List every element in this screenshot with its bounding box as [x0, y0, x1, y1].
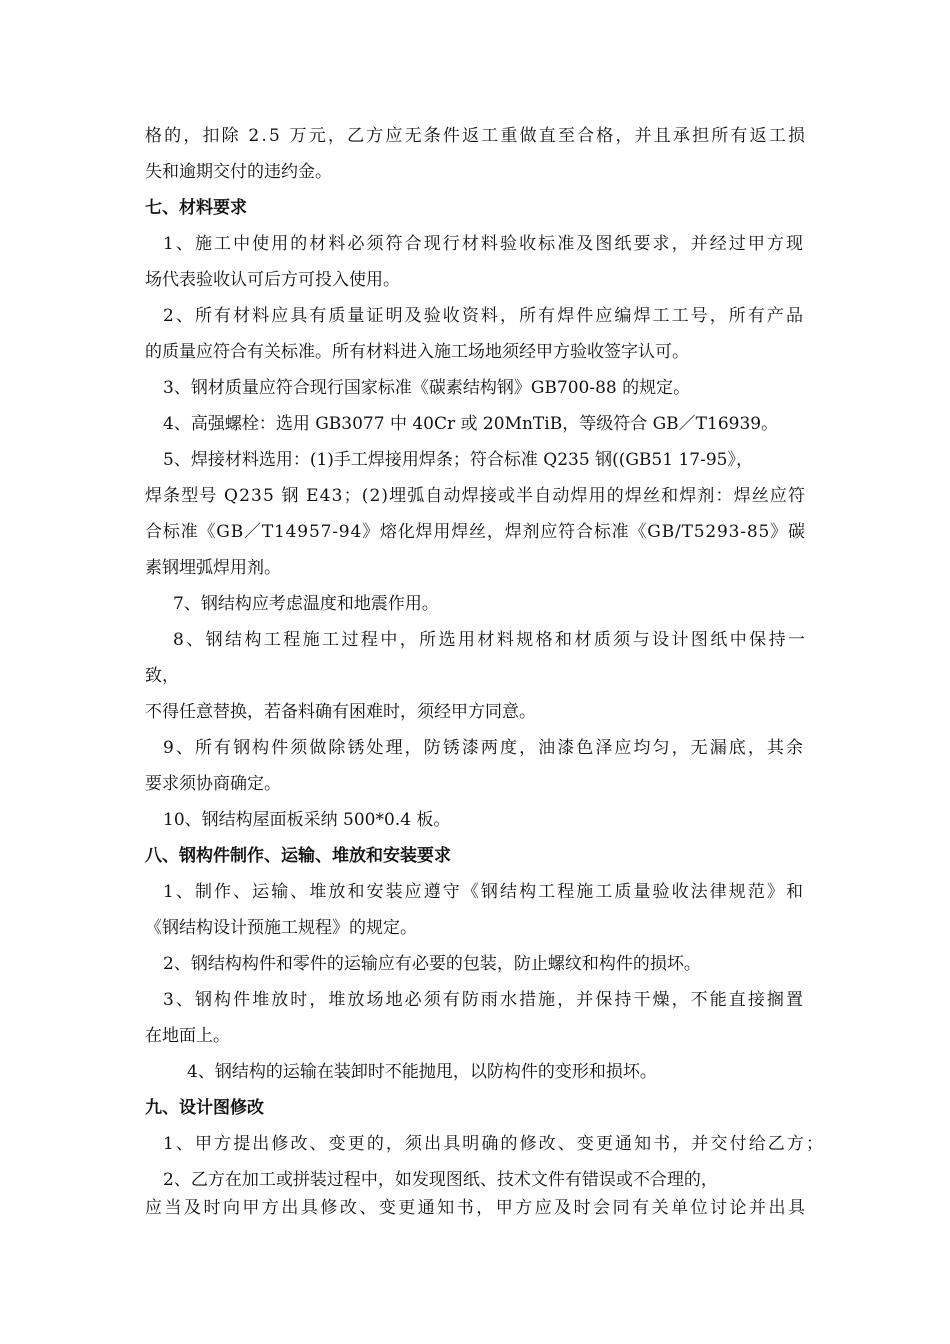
paragraph-line: 合标准《GB／T14957-94》熔化焊用焊丝，焊剂应符合标准《GB/T5293-85》碳: [145, 522, 806, 542]
paragraph-line: 在地面上。: [145, 1026, 230, 1046]
paragraph-line: 2、乙方在加工或拼装过程中，如发现图纸、技术文件有错误或不合理的，: [163, 1170, 718, 1190]
paragraph-line: 1、甲方提出修改、变更的，须出具明确的修改、变更通知书，并交付给乙方；: [163, 1134, 826, 1154]
paragraph-line: 2、钢结构构件和零件的运输应有必要的包装，防止螺纹和构件的损坏。: [163, 954, 701, 974]
paragraph-line: 失和逾期交付的违约金。: [145, 162, 332, 182]
paragraph-line: 7、钢结构应考虑温度和地震作用。: [173, 594, 439, 614]
paragraph-line: 素钢埋弧焊用剂。: [145, 558, 281, 578]
paragraph-line: 格的，扣除 2.5 万元，乙方应无条件返工重做直至合格，并且承担所有返工损: [145, 126, 808, 146]
paragraph-line: 3、钢构件堆放时，堆放场地必须有防雨水措施，并保持干燥，不能直接搁置: [163, 990, 806, 1010]
paragraph-line: 不得任意替换，若备料确有困难时，须经甲方同意。: [145, 702, 536, 722]
paragraph-line: 1、制作、运输、堆放和安装应遵守《钢结构工程施工质量验收法律规范》和: [163, 882, 806, 902]
paragraph-line: 场代表验收认可后方可投入使用。: [145, 270, 400, 290]
paragraph-line: 4、钢结构的运输在装卸时不能抛甩，以防构件的变形和损坏。: [187, 1062, 657, 1082]
paragraph-line: 《钢结构设计预施工规程》的规定。: [145, 918, 417, 938]
paragraph-line: 10、钢结构屋面板采纳 500*0.4 板。: [163, 810, 451, 830]
section-heading: 八、钢构件制作、运输、堆放和安装要求: [145, 846, 451, 866]
paragraph-line: 9、所有钢构件须做除锈处理，防锈漆两度，油漆色泽应均匀，无漏底，其余: [163, 738, 806, 758]
paragraph-line: 5、焊接材料选用：(1)手工焊接用焊条；符合标准 Q235 钢((GB51 17-95》，: [163, 450, 753, 470]
paragraph-line: 4、高强螺栓：选用 GB3077 中 40Cr 或 20MnTiB，等级符合 GB／T16939。: [163, 414, 779, 434]
paragraph-line: 要求须协商确定。: [145, 774, 281, 794]
paragraph-line: 致，: [145, 666, 179, 686]
section-heading: 九、设计图修改: [145, 1098, 264, 1118]
paragraph-line: 的质量应符合有关标准。所有材料进入施工场地须经甲方验收签字认可。: [145, 342, 689, 362]
paragraph-line: 3、钢材质量应符合现行国家标准《碳素结构钢》GB700-88 的规定。: [163, 378, 691, 398]
paragraph-line: 1、施工中使用的材料必须符合现行材料验收标准及图纸要求，并经过甲方现: [163, 234, 806, 254]
paragraph-line: 8、钢结构工程施工过程中，所选用材料规格和材质须与设计图纸中保持一: [173, 630, 808, 650]
paragraph-line: 2、所有材料应具有质量证明及验收资料，所有焊件应编焊工工号，所有产品: [163, 306, 806, 326]
paragraph-line: 应当及时向甲方出具修改、变更通知书，甲方应及时会同有关单位讨论并出具: [145, 1198, 808, 1218]
paragraph-line: 焊条型号 Q235 钢 E43；(2)埋弧自动焊接或半自动焊用的焊丝和焊剂：焊丝应符: [145, 486, 807, 506]
section-heading: 七、材料要求: [145, 198, 247, 218]
